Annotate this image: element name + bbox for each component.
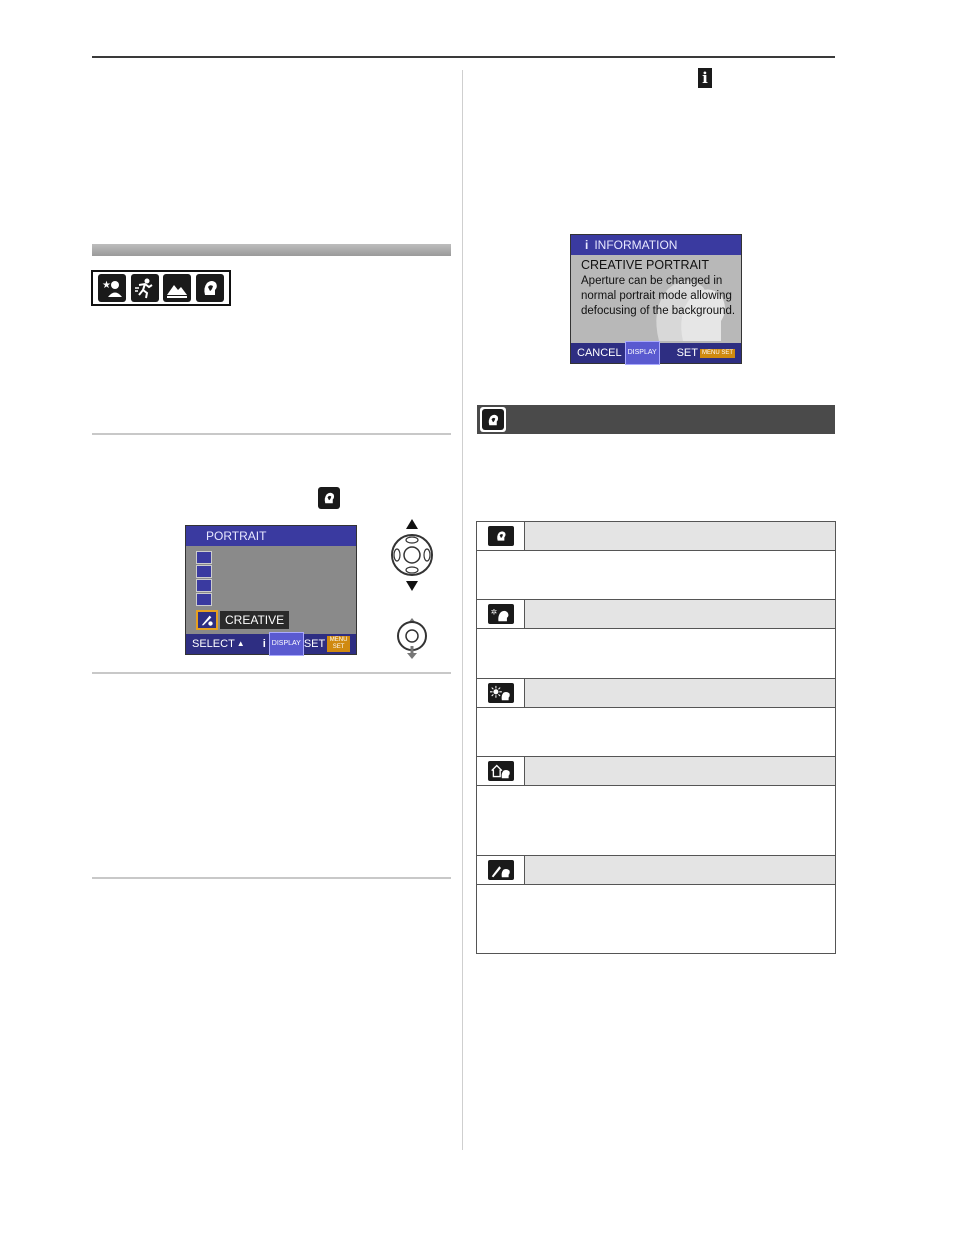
information-body: Aperture can be changed in normal portrait mode allowing defocusing of the background. xyxy=(581,275,736,317)
creative-portrait-icon xyxy=(196,610,218,630)
portrait-star-icon xyxy=(98,274,126,302)
outdoor-portrait-icon xyxy=(488,683,514,703)
menu-set-button-badge: MENU SET xyxy=(327,636,350,652)
set-hint: SET xyxy=(676,347,698,359)
table-row-header xyxy=(477,522,835,551)
table-row-body xyxy=(477,551,835,600)
information-text xyxy=(581,258,739,319)
indoor-submode-icon[interactable] xyxy=(196,593,212,606)
svg-text:★: ★ xyxy=(102,280,112,291)
soft-skin-icon xyxy=(488,604,514,624)
information-heading: CREATIVE PORTRAIT xyxy=(581,258,710,272)
portrait-icon xyxy=(318,487,340,509)
section-gray-bar xyxy=(92,244,451,256)
outdoor-submode-icon[interactable] xyxy=(196,579,212,592)
table-row-body xyxy=(477,708,835,757)
table-row-header xyxy=(477,856,835,885)
indoor-portrait-icon xyxy=(488,761,514,781)
creative-portrait-icon xyxy=(488,860,514,880)
select-hint: SELECT xyxy=(192,638,235,650)
display-button-badge: DISPLAY xyxy=(269,632,304,656)
scene-mode-icon-strip xyxy=(91,270,231,306)
column-divider xyxy=(462,70,463,1150)
info-icon: i xyxy=(698,68,712,88)
creative-label: CREATIVE xyxy=(220,611,289,629)
menu-set-button-badge: MENU SET xyxy=(701,349,733,356)
info-icon: i xyxy=(585,238,589,252)
soft-skin-submode-icon[interactable] xyxy=(196,565,212,578)
screen-title: PORTRAIT xyxy=(186,526,356,546)
table-row-body xyxy=(477,885,835,953)
screen-footer xyxy=(186,634,356,654)
table-row-body xyxy=(477,629,835,679)
cancel-hint: CANCEL xyxy=(577,347,622,359)
down-arrow-icon xyxy=(406,581,418,591)
sports-icon xyxy=(131,274,159,302)
information-title-text: INFORMATION xyxy=(594,238,678,252)
creative-submode-row[interactable] xyxy=(196,610,289,630)
up-arrow-icon xyxy=(406,519,418,529)
portrait-mode-table xyxy=(476,521,836,954)
info-hint-icon: i xyxy=(262,638,266,650)
dial-press-diagram xyxy=(394,616,430,660)
step-divider-1 xyxy=(92,433,451,435)
table-row-header xyxy=(477,757,835,786)
up-down-arrow-icon: ▲ xyxy=(236,639,245,648)
table-row-header xyxy=(477,679,835,708)
portrait-icon xyxy=(488,526,514,546)
information-screen xyxy=(570,234,742,364)
set-hint: SET xyxy=(303,638,326,650)
cursor-button-diagram xyxy=(388,518,436,592)
portrait-menu-screen xyxy=(185,525,357,655)
display-button-badge: DISPLAY xyxy=(625,341,660,365)
portrait-submode-icon[interactable] xyxy=(196,551,212,564)
scenery-icon xyxy=(163,274,191,302)
svg-text:✲: ✲ xyxy=(490,607,497,616)
portrait-icon xyxy=(480,407,506,432)
information-footer xyxy=(571,343,741,363)
top-rule xyxy=(92,56,835,58)
step-divider-2 xyxy=(92,672,451,674)
step-divider-3 xyxy=(92,877,451,879)
portrait-icon xyxy=(196,274,224,302)
information-screen-title xyxy=(571,235,741,255)
portrait-section-header xyxy=(477,405,835,434)
table-row-header xyxy=(477,600,835,629)
table-row-body xyxy=(477,786,835,856)
